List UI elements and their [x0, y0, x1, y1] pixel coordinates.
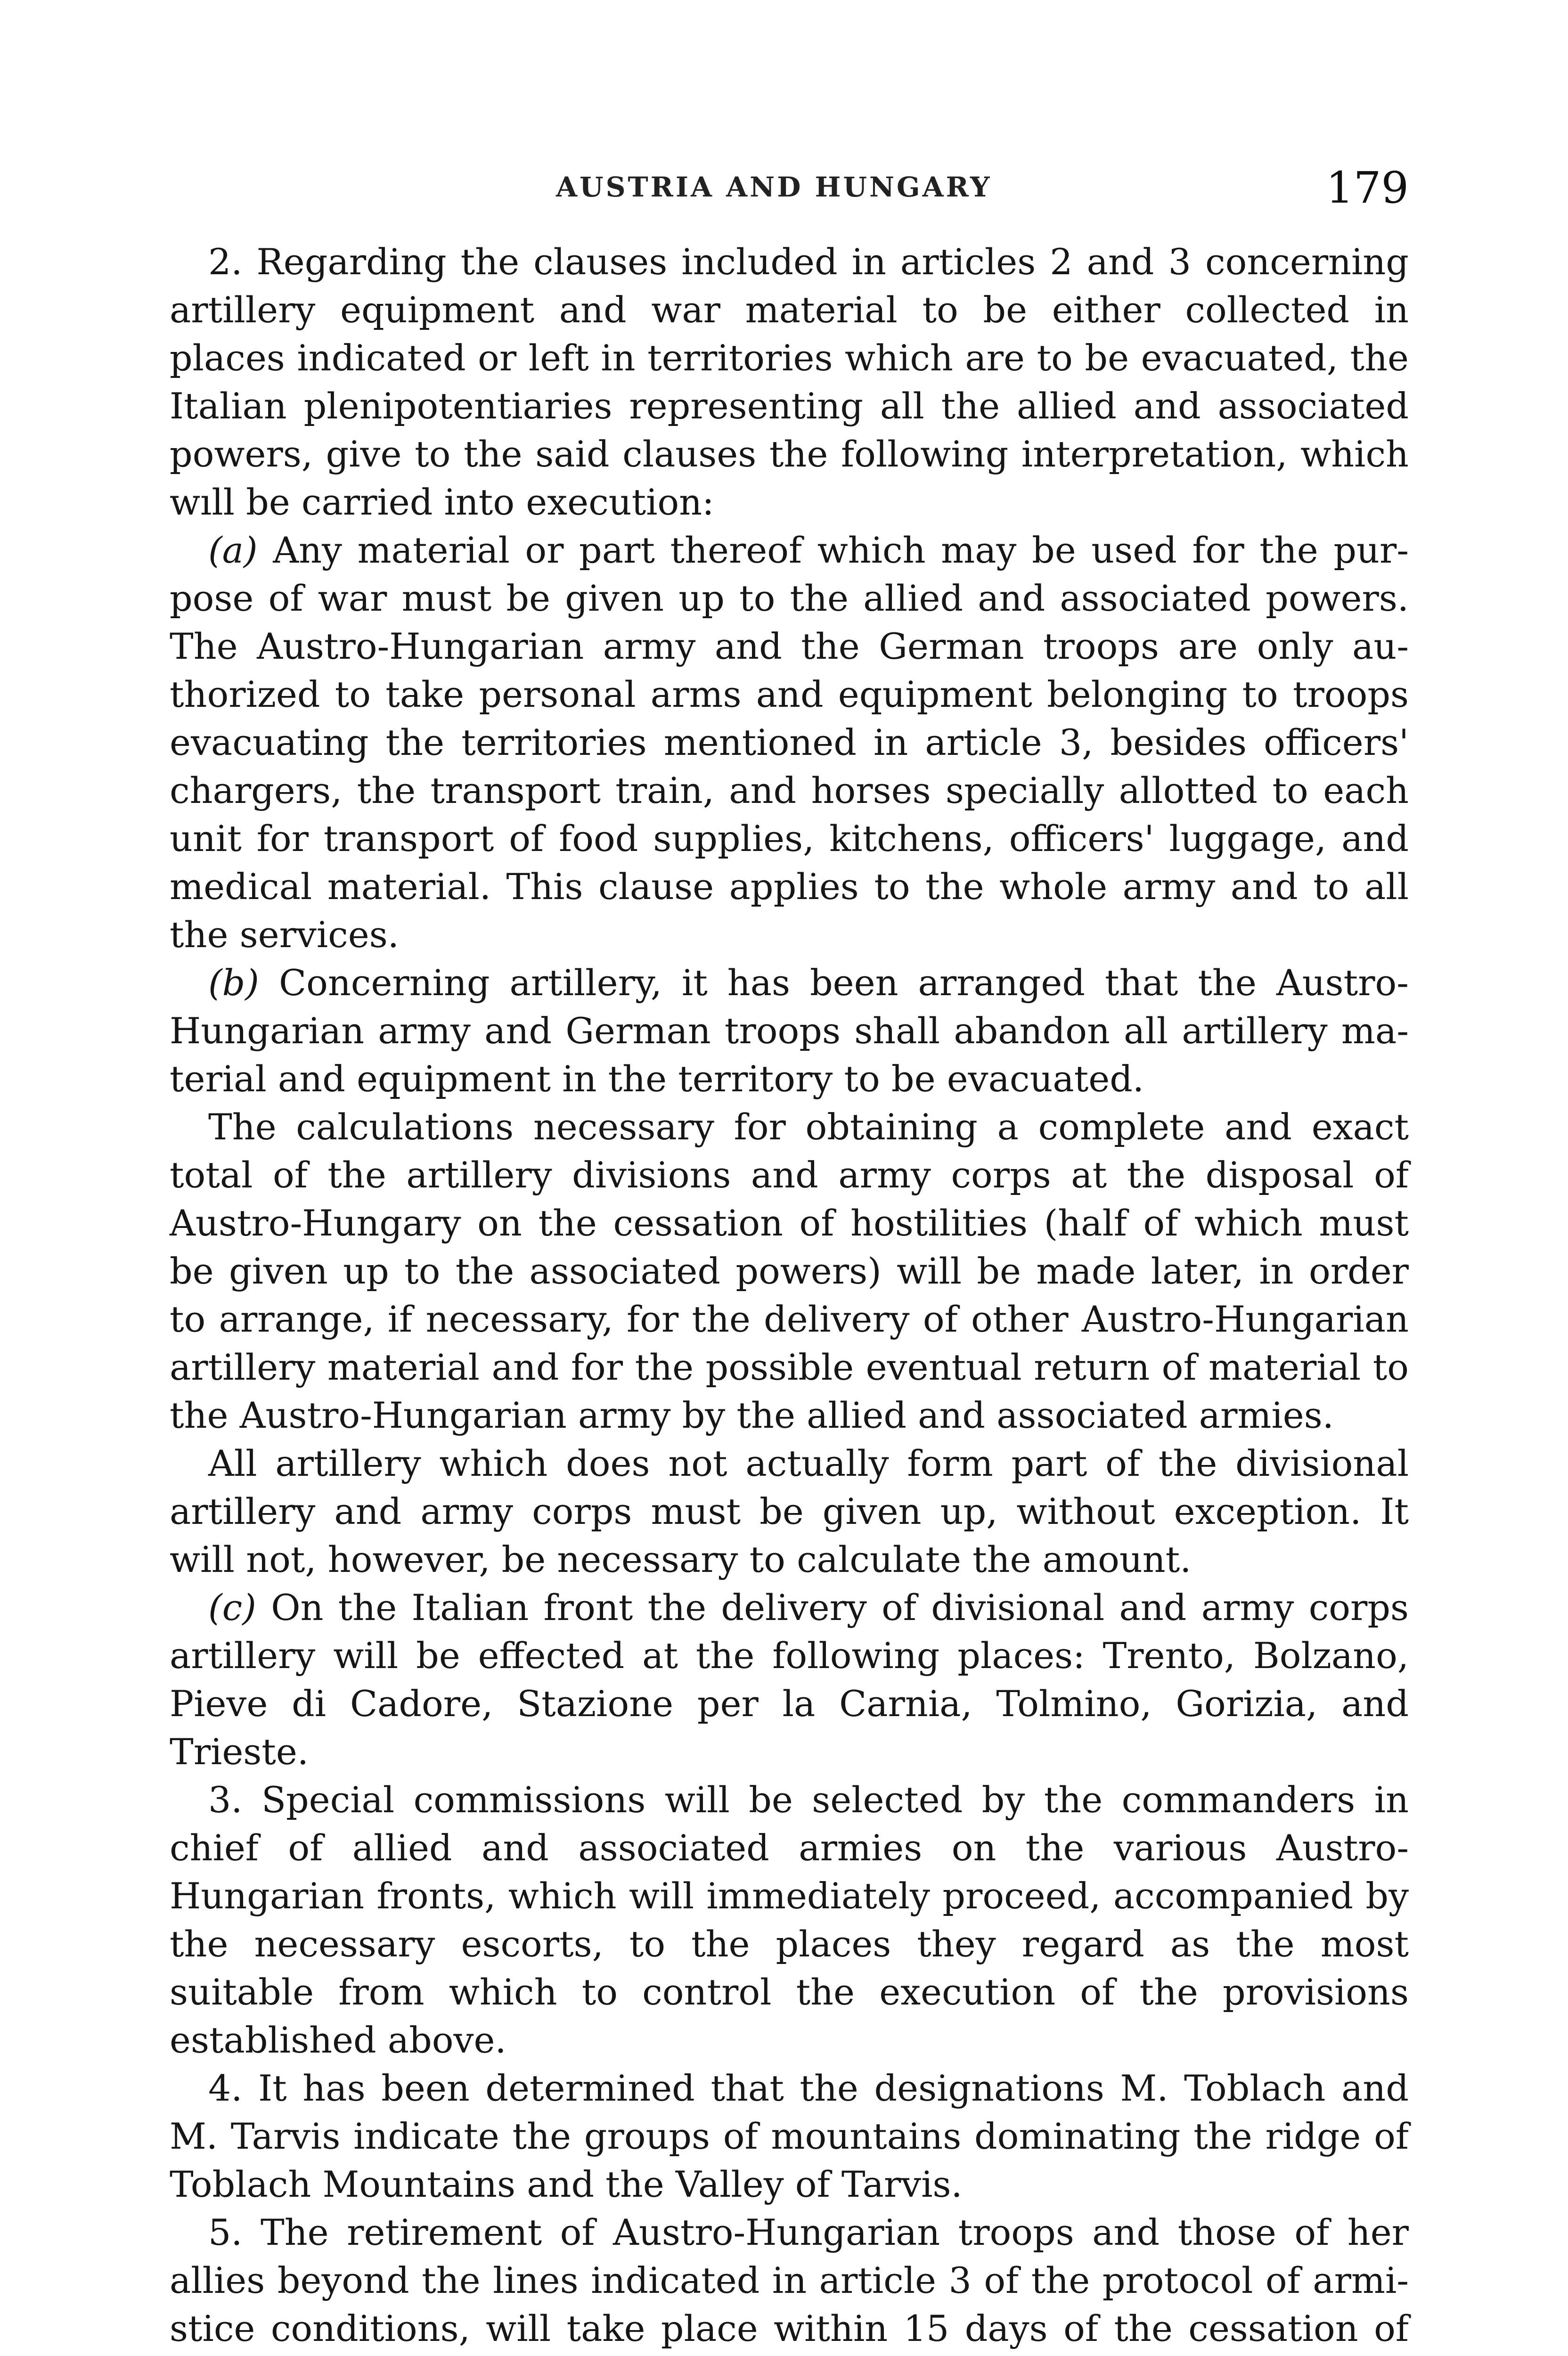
paragraph-2a — [170, 526, 1409, 959]
running-header — [170, 163, 1409, 214]
page-number: 179 — [1326, 163, 1409, 213]
paragraph-4 — [170, 2064, 1409, 2209]
item-label-c: (c) — [208, 1587, 256, 1628]
paragraph-3 — [170, 1776, 1409, 2064]
paragraph-text: 3. Special commissions will be selected by the commanders in chief of allied and associated armies on the various Austro-Hungarian fronts, which will immediately proceed, accompanied by the necessary escorts, to the places they regard as the most suitable from which to control the execution of the provisions established above. — [170, 1779, 1409, 2061]
paragraph-text: On the Italian front the delivery of divisional and army corps artillery will be effected at the following places: Trento, Bolzano, Pieve di Cadore, Stazione per la Carnia, Tolmino, Gorizia, and Trieste. — [170, 1587, 1409, 1773]
item-label-b: (b) — [208, 962, 259, 1004]
paragraph-all-artillery — [170, 1440, 1409, 1584]
paragraph-text: 4. It has been determined that the designations M. Toblach and M. Tarvis indicate the groups of mountains dominating the ridge of Toblach Mountains and the Valley of Tarvis. — [170, 2067, 1409, 2205]
paragraph-2c — [170, 1584, 1409, 1776]
paragraph-2 — [170, 238, 1409, 526]
paragraph-text: 5. The retirement of Austro-Hungarian troops and those of her allies beyond the lines indicated in article 3 of the protocol of armistice conditions, will take place within 15 days of the cessation of — [170, 2211, 1409, 2349]
paragraph-calculations — [170, 1103, 1409, 1440]
paragraph-text: Concerning artillery, it has been arranged that the Austro-Hungarian army and German troops shall abandon all artillery material and equipment in the territory to be evacuated. — [170, 962, 1409, 1100]
paragraph-text: The calculations necessary for obtaining a complete and exact total of the artillery divisions and army corps at the disposal of Austro-Hungary on the cessation of hostilities (half of which must be given up to the associated powers) will be made later, in order to arrange, if necessary, for the delivery of other Austro-Hungarian artillery material and for the possible eventual return of material to the Austro-Hungarian army by the allied and associated armies. — [170, 1106, 1409, 1436]
body-text — [170, 238, 1409, 2356]
paragraph-text: Any material or part thereof which may be used for the purpose of war must be given up to the allied and associated powers. The Austro-Hungarian army and the German troops are only authorized to take personal arms and equipment belonging to troops evacuating the territories mentioned in article 3, besides officers' chargers, the transport train, and horses specially allotted to each unit for transport of food supplies, kitchens, officers' luggage, and medical material. This clause applies to the whole army and to all the services. — [170, 529, 1409, 956]
running-title: AUSTRIA AND HUNGARY — [556, 171, 992, 203]
item-label-a: (a) — [208, 529, 258, 571]
paragraph-2b — [170, 959, 1409, 1103]
paragraph-text: 2. Regarding the clauses included in articles 2 and 3 concerning artillery equipment and war material to be either collected in places indicated or left in territories which are to be evacuated, the Italian plenipotentiaries representing all the allied and associated powers, give to the said clauses the following interpretation, which wıll be carried into execution: — [170, 241, 1409, 523]
paragraph-5 — [170, 2209, 1409, 2356]
paragraph-text: All artillery which does not actually form part of the divisional artillery and army corps must be given up, without exception. It will not, however, be necessary to calculate the amount. — [170, 1442, 1409, 1580]
